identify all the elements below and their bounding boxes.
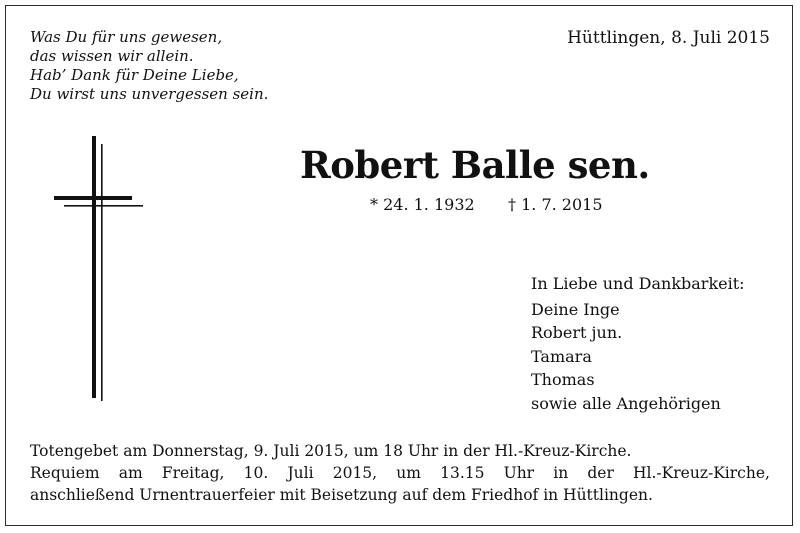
mourner-name: sowie alle Angehörigen <box>531 393 721 413</box>
poem-line: Hab’ Dank für Deine Liebe, <box>30 66 239 84</box>
requiem-word: am <box>118 464 143 482</box>
deceased-name: Robert Balle sen. <box>300 143 650 187</box>
requiem-word: Juli <box>287 464 314 482</box>
requiem-word: Uhr <box>503 464 535 482</box>
requiem-word: der <box>587 464 614 482</box>
mourners-intro: In Liebe und Dankbarkeit: <box>531 274 745 293</box>
requiem-word: in <box>553 464 569 482</box>
mourner-name: Robert jun. <box>531 323 623 342</box>
mourner-name: Tamara <box>531 346 592 366</box>
requiem-word: 13.15 <box>440 464 485 482</box>
urn-burial-line: anschließend Urnentrauerfeier mit Beisetzung auf dem Friedhof in Hüttlingen. <box>30 486 653 504</box>
requiem-word: 10. <box>243 464 269 482</box>
birth-date: * 24. 1. 1932 <box>370 195 475 214</box>
requiem-word: um <box>396 464 421 482</box>
mourners <box>531 272 781 415</box>
requiem-word: Freitag, <box>161 464 225 482</box>
poem-line: das wissen wir allein. <box>30 47 194 65</box>
cross-icon <box>52 136 147 401</box>
prayer-service-line: Totengebet am Donnerstag, 9. Juli 2015, um 18 Uhr in der Hl.-Kreuz-Kirche. <box>30 442 632 460</box>
requiem-word: Hl.-Kreuz-Kirche, <box>633 464 770 482</box>
requiem-word: 2015, <box>332 464 378 482</box>
poem-line: Du wirst uns unvergessen sein. <box>30 85 269 103</box>
place-date: Hüttlingen, 8. Juli 2015 <box>567 28 770 48</box>
poem <box>30 28 330 104</box>
mourner-name: Deine Inge <box>531 299 620 319</box>
service-details <box>30 440 770 506</box>
mourner-name: Thomas <box>531 370 595 389</box>
death-date: † 1. 7. 2015 <box>508 195 603 214</box>
requiem-line <box>30 462 770 484</box>
requiem-word: Requiem <box>30 464 100 482</box>
poem-line: Was Du für uns gewesen, <box>30 28 223 46</box>
